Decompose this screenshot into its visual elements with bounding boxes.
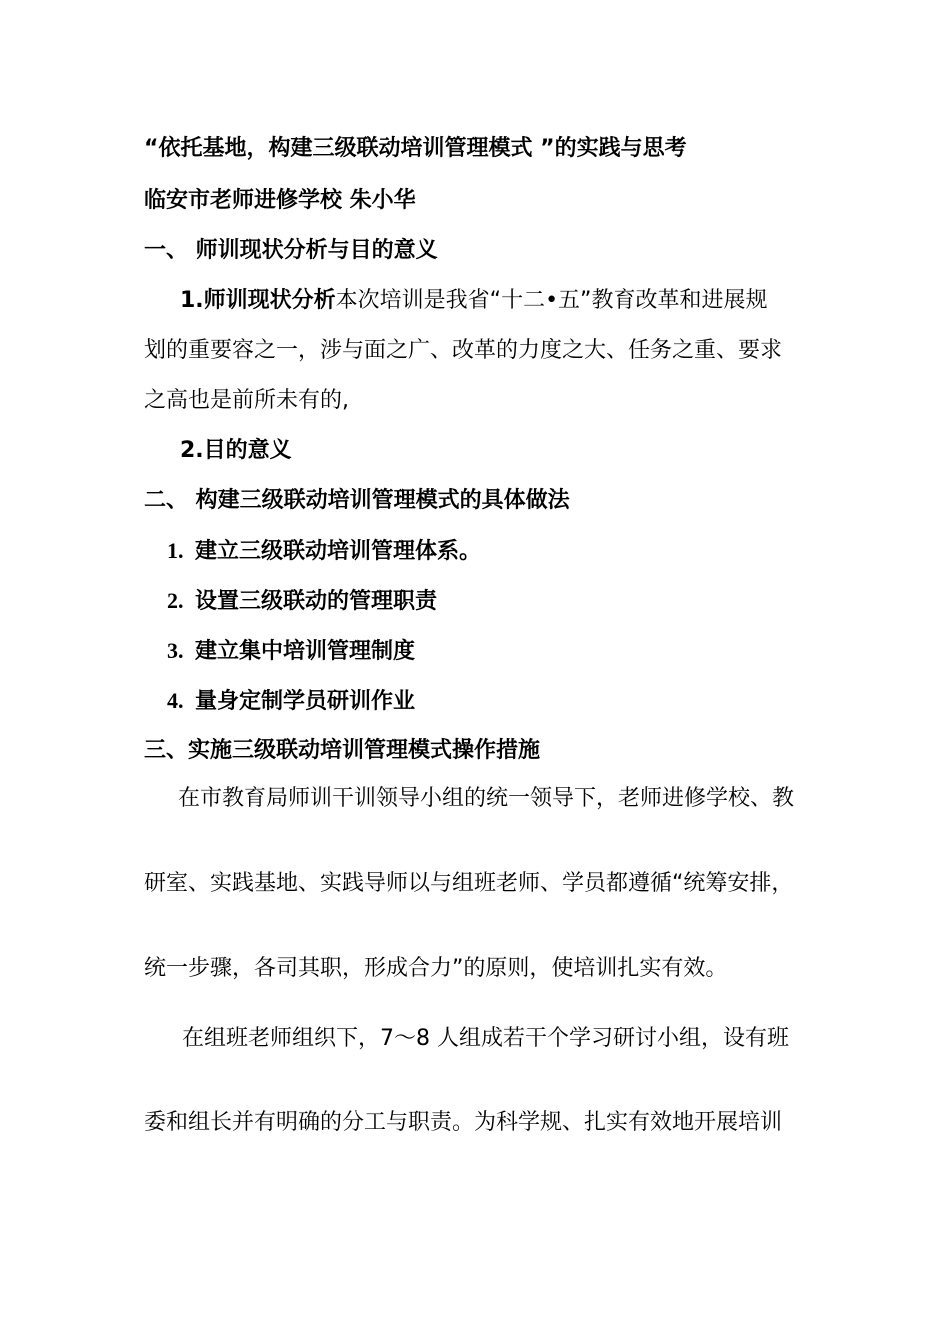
section3-para2-line1: 在组班老师组织下，7～8 人组成若干个学习研讨小组，设有班 (182, 1026, 789, 1051)
section3-heading: 三、实施三级联动培训管理模式操作措施 (144, 738, 541, 763)
list-item-text: 建立三级联动培训管理体系。 (195, 539, 482, 564)
section2-list-item (167, 536, 481, 567)
list-item-number: 3. (167, 638, 184, 663)
section1-sub1-label: 1.师训现状分析 (180, 288, 336, 313)
section1-paragraph-line1 (180, 286, 767, 316)
section3-para1-line2: 研室、实践基地、实践导师以与组班老师、学员都遵循“统筹安排， (144, 871, 794, 896)
section2-list-item (167, 636, 415, 667)
section1-paragraph-line3: 之高也是前所未有的, (144, 388, 349, 413)
list-item-number: 2. (167, 588, 184, 613)
section2-heading: 二、 构建三级联动培训管理模式的具体做法 (144, 488, 570, 513)
section1-heading: 一、 师训现状分析与目的意义 (144, 238, 438, 263)
section1-paragraph-line2: 划的重要容之一，涉与面之广、改革的力度之大、任务之重、要求 (144, 338, 783, 363)
section1-sub2-label: 2.目的意义 (180, 438, 292, 463)
list-item-text: 建立集中培训管理制度 (195, 639, 416, 664)
section2-list-item (167, 686, 415, 717)
list-item-number: 4. (167, 688, 184, 713)
section3-para1-line3: 统一步骤，各司其职，形成合力”的原则，使培训扎实有效。 (144, 956, 728, 981)
list-item-text: 设置三级联动的管理职责 (195, 589, 438, 614)
author-line: 临安市老师进修学校 朱小华 (144, 188, 416, 213)
section3-para1-line1: 在市教育局师训干训领导小组的统一领导下，老师进修学校、教 (178, 786, 795, 811)
list-item-text: 量身定制学员研训作业 (195, 689, 416, 714)
list-item-number: 1. (167, 538, 184, 563)
section1-sub1-text-line1: 本次培训是我省“十二•五”教育改革和进展规 (335, 288, 768, 313)
section2-list-item (167, 586, 437, 617)
section3-para2-line2: 委和组长并有明确的分工与职责。为科学规、扎实有效地开展培训 (144, 1110, 783, 1135)
document-title: “依托基地，构建三级联动培训管理模式 ”的实践与思考 (144, 136, 687, 161)
